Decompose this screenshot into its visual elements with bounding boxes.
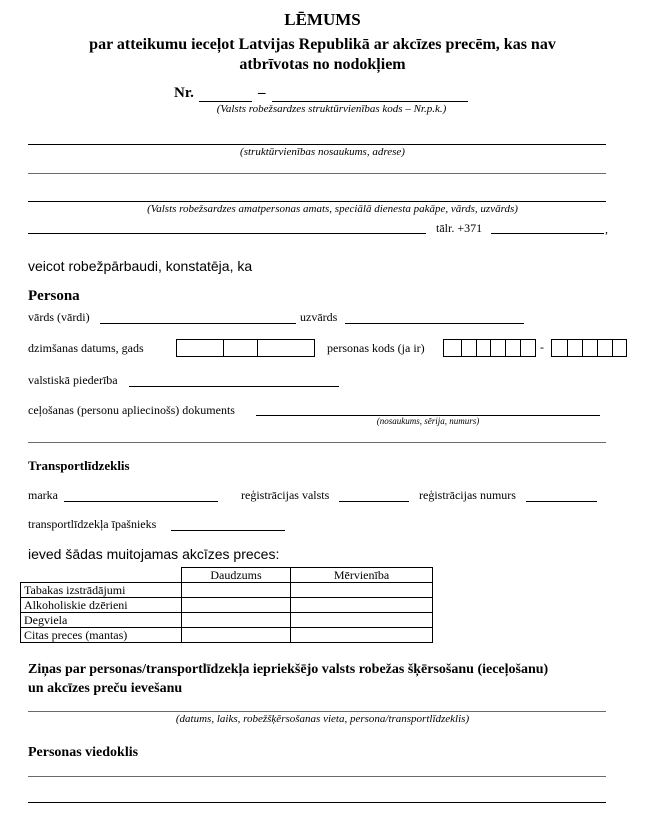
document-title: LĒMUMS — [284, 10, 361, 29]
person-heading: Persona — [28, 288, 80, 304]
first-name-label: vārds (vārdi) — [28, 310, 90, 324]
goods-quantity-cell[interactable] — [182, 613, 291, 628]
personal-code-label: personas kods (ja ir) — [327, 341, 425, 355]
goods-quantity-cell[interactable] — [182, 628, 291, 643]
goods-name: Degviela — [21, 613, 182, 628]
unit-address-line[interactable] — [28, 173, 606, 174]
goods-name: Tabakas izstrādājumi — [21, 583, 182, 598]
officer-line[interactable] — [28, 201, 606, 202]
opinion-line-1[interactable] — [28, 776, 606, 777]
phone-trailing: , — [605, 222, 608, 236]
make-field[interactable] — [64, 501, 218, 502]
number-field-line[interactable] — [272, 101, 468, 102]
document-subtitle-line2: atbrīvotas no nodokļiem — [239, 56, 406, 73]
goods-header-blank — [21, 568, 182, 583]
first-name-field[interactable] — [100, 323, 296, 324]
number-label: Nr. — [174, 85, 194, 101]
goods-unit-cell[interactable] — [291, 598, 433, 613]
table-row — [21, 628, 433, 643]
personal-code-part2-field[interactable] — [551, 339, 627, 357]
goods-header-unit: Mērvienība — [291, 568, 433, 583]
officer-line-2[interactable] — [28, 233, 426, 234]
citizenship-field[interactable] — [129, 386, 339, 387]
table-row — [21, 583, 433, 598]
opinion-line-2[interactable] — [28, 802, 606, 803]
reg-number-label: reģistrācijas numurs — [419, 488, 516, 502]
previous-crossing-heading-line2: un akcīzes preču ievešanu — [28, 681, 183, 696]
number-prefix-line[interactable] — [199, 101, 252, 102]
previous-crossing-heading-line1: Ziņas par personas/transportlīdzekļa iepriekšējo valsts robežas šķērsošanu (ieceļošanu) — [28, 662, 549, 677]
number-caption: (Valsts robežsardzes struktūrvienības kods – Nr.p.k.) — [216, 103, 447, 115]
travel-doc-caption: (nosaukums, sērija, numurs) — [376, 416, 480, 426]
goods-unit-cell[interactable] — [291, 613, 433, 628]
last-name-field[interactable] — [345, 323, 524, 324]
goods-table — [20, 567, 433, 643]
number-dash: – — [258, 85, 266, 101]
goods-unit-cell[interactable] — [291, 628, 433, 643]
travel-doc-label: ceļošanas (personu apliecinošs) dokuments — [28, 403, 235, 417]
opinion-heading: Personas viedoklis — [28, 745, 139, 760]
goods-name: Citas preces (mantas) — [21, 628, 182, 643]
goods-header-row — [21, 568, 433, 583]
unit-caption: (struktūrvienības nosaukums, adrese) — [240, 146, 405, 158]
make-label: marka — [28, 488, 58, 502]
table-row — [21, 613, 433, 628]
vehicle-heading: Transportlīdzeklis — [28, 458, 130, 473]
goods-quantity-cell[interactable] — [182, 583, 291, 598]
owner-field[interactable] — [171, 530, 285, 531]
phone-label: tālr. +371 — [436, 221, 483, 235]
personal-code-dash: - — [540, 340, 544, 354]
goods-intro: ieved šādas muitojamas akcīzes preces: — [28, 546, 280, 562]
intro-text: veicot robežpārbaudi, konstatēja, ka — [28, 258, 253, 274]
table-row — [21, 598, 433, 613]
document-subtitle-line1: par atteikumu ieceļot Latvijas Republikā ar akcīzes precēm, kas nav — [89, 36, 556, 53]
reg-country-field[interactable] — [339, 501, 409, 502]
phone-field-line[interactable] — [491, 233, 604, 234]
goods-unit-cell[interactable] — [291, 583, 433, 598]
citizenship-label: valstiskā piederība — [28, 373, 118, 387]
travel-doc-line-2[interactable] — [28, 442, 606, 443]
last-name-label: uzvārds — [300, 310, 338, 324]
reg-number-field[interactable] — [526, 501, 597, 502]
previous-crossing-caption: (datums, laiks, robežšķērsošanas vieta, persona/transportlīdzeklis) — [175, 713, 470, 725]
reg-country-label: reģistrācijas valsts — [241, 488, 330, 502]
unit-name-line[interactable] — [28, 144, 606, 145]
officer-caption: (Valsts robežsardzes amatpersonas amats, speciālā dienesta pakāpe, vārds, uzvārds) — [147, 203, 518, 215]
goods-quantity-cell[interactable] — [182, 598, 291, 613]
goods-header-quantity: Daudzums — [182, 568, 291, 583]
goods-name: Alkoholiskie dzērieni — [21, 598, 182, 613]
previous-crossing-field[interactable] — [28, 711, 606, 712]
birth-date-label: dzimšanas datums, gads — [28, 341, 144, 355]
birth-date-field[interactable] — [176, 339, 315, 357]
personal-code-part1-field[interactable] — [443, 339, 536, 357]
owner-label: transportlīdzekļa īpašnieks — [28, 517, 157, 531]
